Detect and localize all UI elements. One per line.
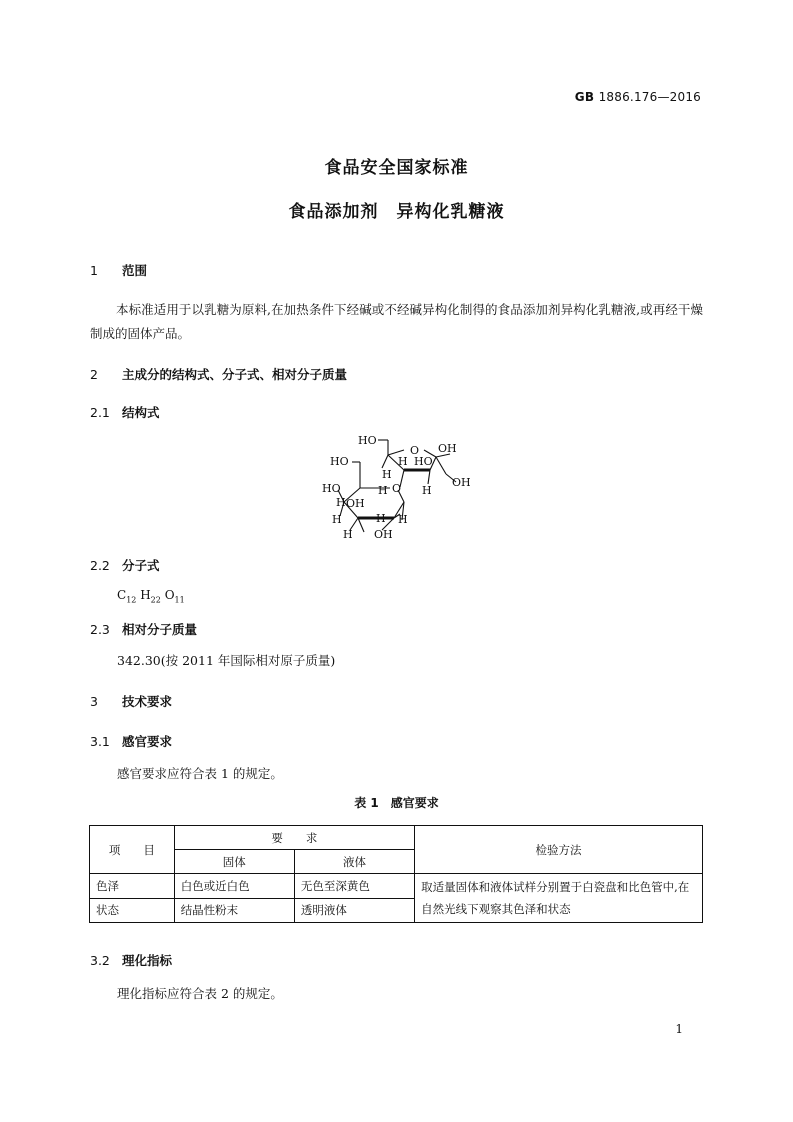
section-2-1-heading	[90, 403, 160, 421]
section-3-heading	[90, 692, 172, 710]
section-number: 2.2	[90, 558, 110, 573]
standard-number	[575, 90, 701, 104]
sensory-requirements-table	[89, 825, 703, 923]
struct-label: OH	[438, 442, 457, 455]
section-title: 结构式	[122, 405, 160, 420]
section-number: 3	[90, 694, 98, 709]
section-number: 2.1	[90, 405, 110, 420]
struct-label: HO	[358, 434, 377, 447]
section-number: 2	[90, 367, 98, 382]
section-2-heading	[90, 365, 347, 383]
section-title: 范围	[122, 263, 148, 278]
section-number: 3.2	[90, 953, 110, 968]
row-method: 取适量固体和液体试样分别置于白瓷盘和比色管中,在自然光线下观察其色泽和状态	[415, 874, 703, 923]
struct-label: H	[336, 496, 346, 509]
struct-label: H	[382, 468, 392, 481]
section-title: 技术要求	[122, 694, 173, 709]
section-2-2-heading	[90, 556, 160, 574]
struct-label: HO	[414, 455, 433, 468]
section-title: 感官要求	[122, 734, 173, 749]
section-1-text: 本标准适用于以乳糖为原料,在加热条件下经碱或不经碱异构化制得的食品添加剂异构化乳糖液,或再经干燥制成的固体产品。	[90, 302, 703, 341]
molecular-formula: $C_{12}$ $H_{22}$ $O_{11}$	[117, 588, 185, 605]
struct-label: OH	[452, 476, 471, 489]
title-line-1: 食品安全国家标准	[324, 158, 469, 178]
section-2-3-heading	[90, 620, 197, 638]
section-3-1-heading	[90, 732, 172, 750]
section-title: 相对分子质量	[122, 622, 198, 637]
header-requirements: 要 求	[174, 826, 414, 850]
section-title: 主成分的结构式、分子式、相对分子质量	[122, 367, 348, 382]
struct-label: H	[343, 528, 353, 541]
header-method: 检验方法	[415, 826, 703, 874]
std-prefix: GB	[574, 90, 595, 104]
section-1-heading	[90, 261, 147, 279]
row-solid: 结晶性粉末	[174, 898, 294, 923]
section-3-1-text: 感官要求应符合表 1 的规定。	[117, 766, 283, 781]
section-title: 分子式	[122, 558, 160, 573]
lactulose-structure-diagram	[318, 432, 488, 547]
table-1-caption: 表 1 感官要求	[354, 796, 439, 810]
section-3-2-heading	[90, 951, 172, 969]
row-liquid: 透明液体	[294, 898, 414, 923]
struct-label: H	[378, 484, 388, 497]
struct-label: HO	[330, 455, 349, 468]
header-liquid: 液体	[294, 850, 414, 874]
struct-label: O	[410, 444, 420, 457]
header-solid: 固体	[174, 850, 294, 874]
molecular-weight-text: 342.30(按 2011 年国际相对原子质量)	[117, 653, 336, 668]
row-solid: 白色或近白色	[174, 874, 294, 899]
struct-label: H	[376, 512, 386, 525]
row-item: 色泽	[90, 874, 175, 899]
struct-label: OH	[346, 497, 365, 510]
row-liquid: 无色至深黄色	[294, 874, 414, 899]
title-line-2: 食品添加剂 异构化乳糖液	[288, 202, 505, 222]
header-item: 项 目	[90, 826, 175, 874]
page-number: 1	[675, 1022, 683, 1036]
struct-label: OH	[374, 528, 393, 541]
section-number: 1	[90, 263, 98, 278]
struct-label: HO	[322, 482, 341, 495]
section-3-2-text: 理化指标应符合表 2 的规定。	[117, 986, 283, 1001]
struct-label: H	[332, 513, 342, 526]
struct-label: O	[392, 482, 402, 495]
struct-label: H	[398, 455, 408, 468]
table-row	[90, 874, 703, 899]
struct-label: H	[398, 513, 408, 526]
section-number: 3.1	[90, 734, 110, 749]
std-number: 1886.176—2016	[598, 90, 701, 104]
section-number: 2.3	[90, 622, 110, 637]
row-item: 状态	[90, 898, 175, 923]
struct-label: H	[422, 484, 432, 497]
section-title: 理化指标	[122, 953, 173, 968]
